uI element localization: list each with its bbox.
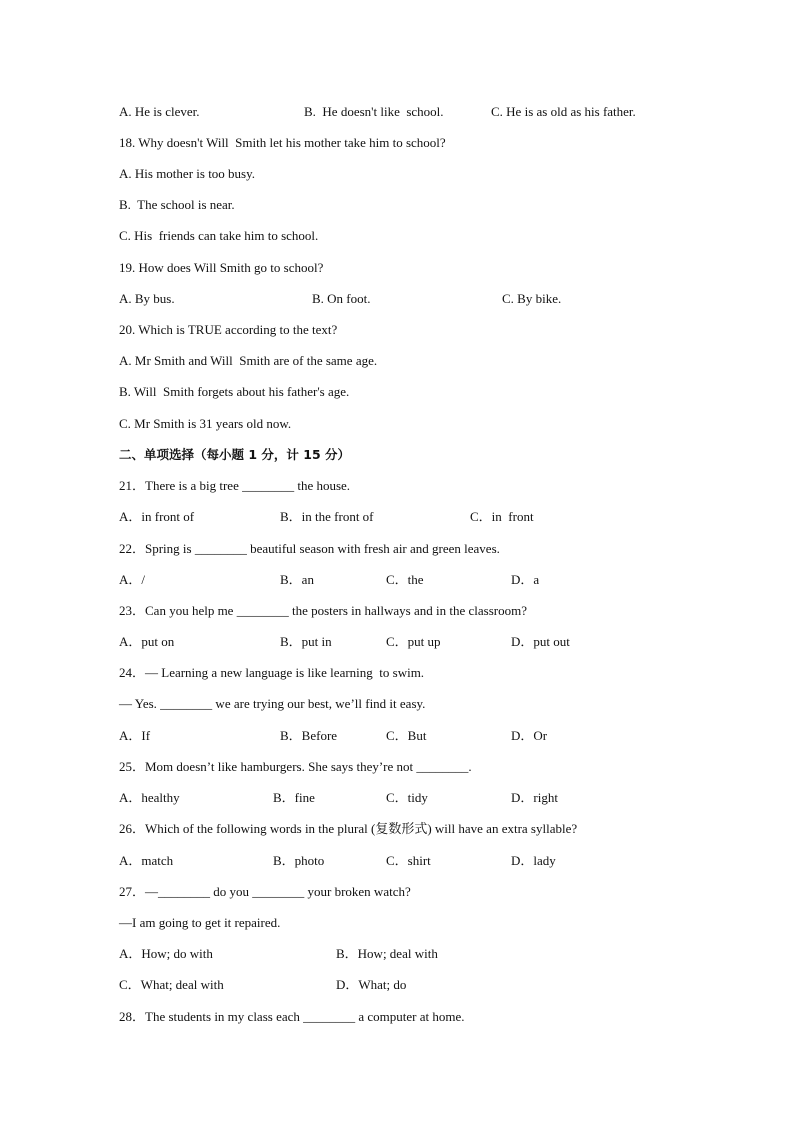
q25-option-c: C．tidy <box>386 790 428 805</box>
q18-option-b: B. The school is near. <box>119 197 235 212</box>
q22-option-b: B．an <box>280 572 314 587</box>
q18-option-c: C. His friends can take him to school. <box>119 228 319 243</box>
q19-option-a: A. By bus. <box>119 291 175 306</box>
q21-option-a: A．in front of <box>119 509 195 524</box>
q22-option-c: C．the <box>386 572 424 587</box>
q22-option-d: D．a <box>511 572 540 587</box>
q17-option-a: A. He is clever. <box>119 104 200 119</box>
q25-option-d: D．right <box>511 790 558 805</box>
q17-option-b: B. He doesn't like school. <box>304 104 444 119</box>
q27-option-d: D．What; do <box>336 977 407 992</box>
q27-stem: 27．—________ do you ________ your broken watch? <box>119 884 411 899</box>
q23-option-c: C．put up <box>386 634 441 649</box>
q18-stem: 18. Why doesn't Will Smith let his mother take him to school? <box>119 135 446 150</box>
q26-option-b: B．photo <box>273 853 325 868</box>
q18-option-a: A. His mother is too busy. <box>119 166 256 181</box>
q21-stem: 21．There is a big tree ________ the house. <box>119 478 351 493</box>
q26-option-a: A．match <box>119 853 174 868</box>
q19-option-b: B. On foot. <box>312 291 371 306</box>
q24-reply: — Yes. ________ we are trying our best, we’ll find it easy. <box>119 696 426 711</box>
q27-reply: —I am going to get it repaired. <box>119 915 281 930</box>
q23-stem: 23．Can you help me ________ the posters in hallways and in the classroom? <box>119 603 527 618</box>
q25-option-a: A．healthy <box>119 790 180 805</box>
q26-option-c: C．shirt <box>386 853 431 868</box>
q23-option-a: A．put on <box>119 634 175 649</box>
q26-stem: 26．Which of the following words in the plural (复数形式) will have an extra syllable? <box>119 821 578 836</box>
q27-option-c: C．What; deal with <box>119 977 224 992</box>
q22-option-a: A．/ <box>119 572 146 587</box>
section-heading: 二、单项选择（每小题 1 分，计 15 分） <box>119 447 351 462</box>
q17-option-c: C. He is as old as his father. <box>491 104 636 119</box>
q24-stem: 24．— Learning a new language is like learning to swim. <box>119 665 425 680</box>
q25-stem: 25．Mom doesn’t like hamburgers. She says they’re not ________. <box>119 759 472 774</box>
q23-option-d: D．put out <box>511 634 570 649</box>
q22-stem: 22．Spring is ________ beautiful season with fresh air and green leaves. <box>119 541 500 556</box>
q24-option-c: C．But <box>386 728 427 743</box>
q20-option-c: C. Mr Smith is 31 years old now. <box>119 416 292 431</box>
q24-option-a: A．If <box>119 728 151 743</box>
q23-option-b: B．put in <box>280 634 332 649</box>
q19-stem: 19. How does Will Smith go to school? <box>119 260 324 275</box>
q26-option-d: D．lady <box>511 853 556 868</box>
q24-option-d: D．Or <box>511 728 548 743</box>
q19-option-c: C. By bike. <box>502 291 562 306</box>
q27-option-a: A．How; do with <box>119 946 213 961</box>
q25-option-b: B．fine <box>273 790 315 805</box>
q20-stem: 20. Which is TRUE according to the text? <box>119 322 338 337</box>
q20-option-b: B. Will Smith forgets about his father's age. <box>119 384 350 399</box>
q20-option-a: A. Mr Smith and Will Smith are of the same age. <box>119 353 378 368</box>
q28-stem: 28．The students in my class each ________ a computer at home. <box>119 1009 465 1024</box>
q24-option-b: B．Before <box>280 728 338 743</box>
q21-option-c: C．in front <box>470 509 534 524</box>
q27-option-b: B．How; deal with <box>336 946 438 961</box>
q21-option-b: B．in the front of <box>280 509 374 524</box>
